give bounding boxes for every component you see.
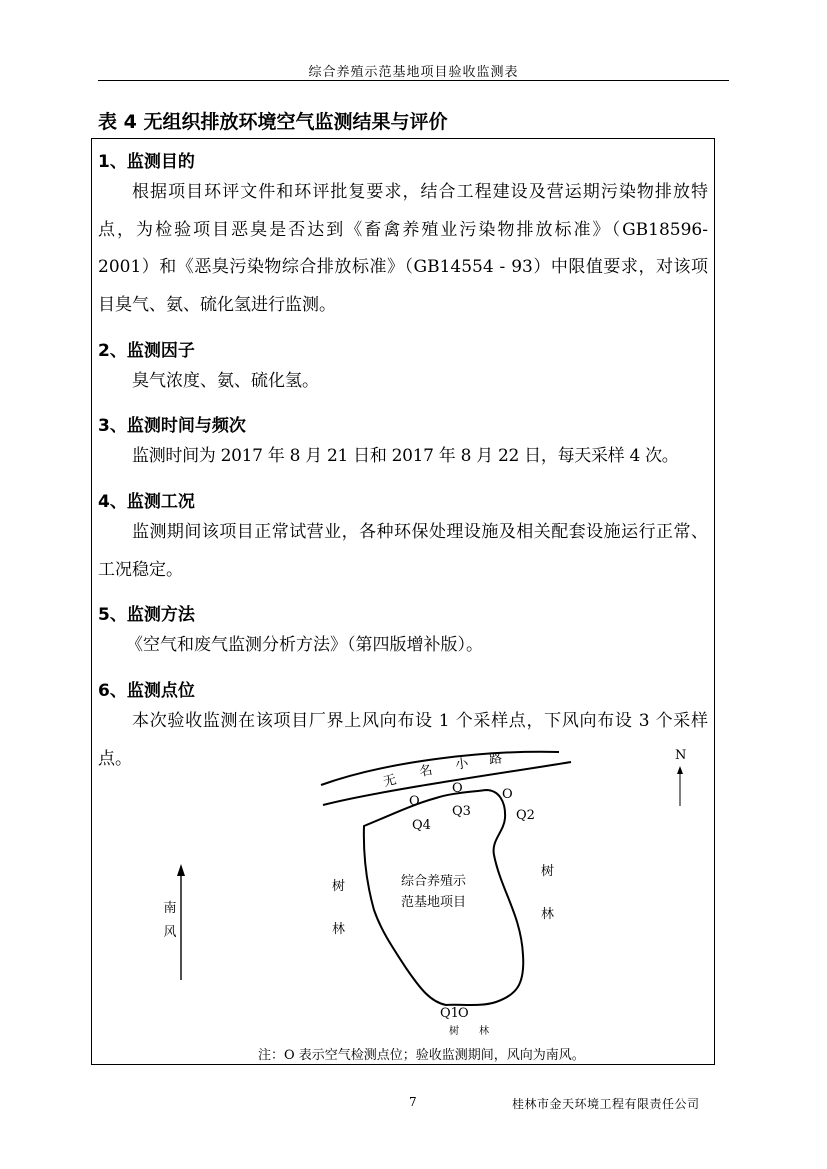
sampling-point-marker: O	[458, 1006, 469, 1021]
trees-left-1: 树	[332, 879, 346, 894]
north-arrow-head	[677, 766, 683, 774]
section-4-body: 监测期间该项目正常试营业，各种环保处理设施及相关配套设施运行正常、工况稳定。	[98, 522, 708, 580]
road-label-char: 小	[454, 756, 470, 773]
wind-label-1: 南	[163, 901, 177, 916]
road-label-char: 名	[417, 762, 434, 781]
road-upper-edge	[321, 752, 559, 785]
wind-label-2: 风	[163, 925, 177, 940]
road-label-char: 路	[488, 751, 503, 768]
sampling-point-marker: O	[502, 787, 513, 802]
section-5-body: 《空气和废气监测分析方法》（第四版增补版）。	[126, 635, 483, 655]
wind-arrow-head	[177, 864, 185, 876]
section-6-heading: 6、监测点位	[98, 681, 195, 701]
road-lower-edge	[323, 762, 571, 805]
map-note: 注：O 表示空气检测点位；验收监测期间，风向为南风。	[258, 1048, 585, 1063]
section-3-body: 监测时间为 2017 年 8 月 21 日和 2017 年 8 月 22 日，每天采样 4 次。	[132, 446, 679, 466]
section-5-heading: 5、监测方法	[98, 605, 195, 625]
section-4-heading: 4、监测工况	[98, 492, 195, 512]
header-rule	[98, 80, 729, 81]
footer-company: 桂林市金天环境工程有限责任公司	[512, 1097, 700, 1111]
section-1-body: 根据项目环评文件和环评批复要求，结合工程建设及营运期污染物排放特点，为检验项目恶臭是否达到《畜禽养殖业污染物排放标准》（GB18596- 2001）和《恶臭污染物综合排放标准》（GB14554 - 93）中限值要求，对该项目臭气、氨、硫化氢进行监测。	[98, 182, 708, 315]
site-label-line-1: 综合养殖示	[401, 874, 467, 889]
sampling-point-marker: O	[409, 794, 420, 809]
sampling-point-q4: Q4	[412, 818, 431, 833]
sampling-point-marker: O	[452, 781, 463, 796]
trees-left-2: 林	[332, 922, 346, 937]
sampling-point-q2: Q2	[516, 808, 535, 823]
table-title: 表 4 无组织排放环境空气监测结果与评价	[98, 111, 448, 133]
section-1-heading: 1、监测目的	[98, 152, 195, 172]
sampling-point-q1: Q1	[440, 1006, 459, 1021]
section-6-body: 本次验收监测在该项目厂界上风向布设 1 个采样点，下风向布设 3 个采样点。	[98, 711, 708, 769]
section-3-heading: 3、监测时间与频次	[98, 416, 246, 436]
trees-bottom-1: 树	[449, 1026, 459, 1037]
north-label: N	[675, 748, 687, 763]
section-2-body: 臭气浓度、氨、硫化氢。	[132, 371, 319, 391]
header-title: 综合养殖示范基地项目验收监测表	[308, 65, 519, 80]
road-label-char: 无	[381, 772, 399, 791]
site-label-line-2: 范基地项目	[401, 895, 467, 910]
sampling-point-q3: Q3	[452, 804, 471, 819]
monitoring-site-map	[91, 740, 715, 1065]
trees-right-2: 林	[541, 907, 555, 922]
section-2-heading: 2、监测因子	[98, 341, 195, 361]
page-number: 7	[409, 1095, 417, 1109]
trees-bottom-2: 林	[479, 1026, 489, 1037]
trees-right-1: 树	[541, 864, 555, 879]
